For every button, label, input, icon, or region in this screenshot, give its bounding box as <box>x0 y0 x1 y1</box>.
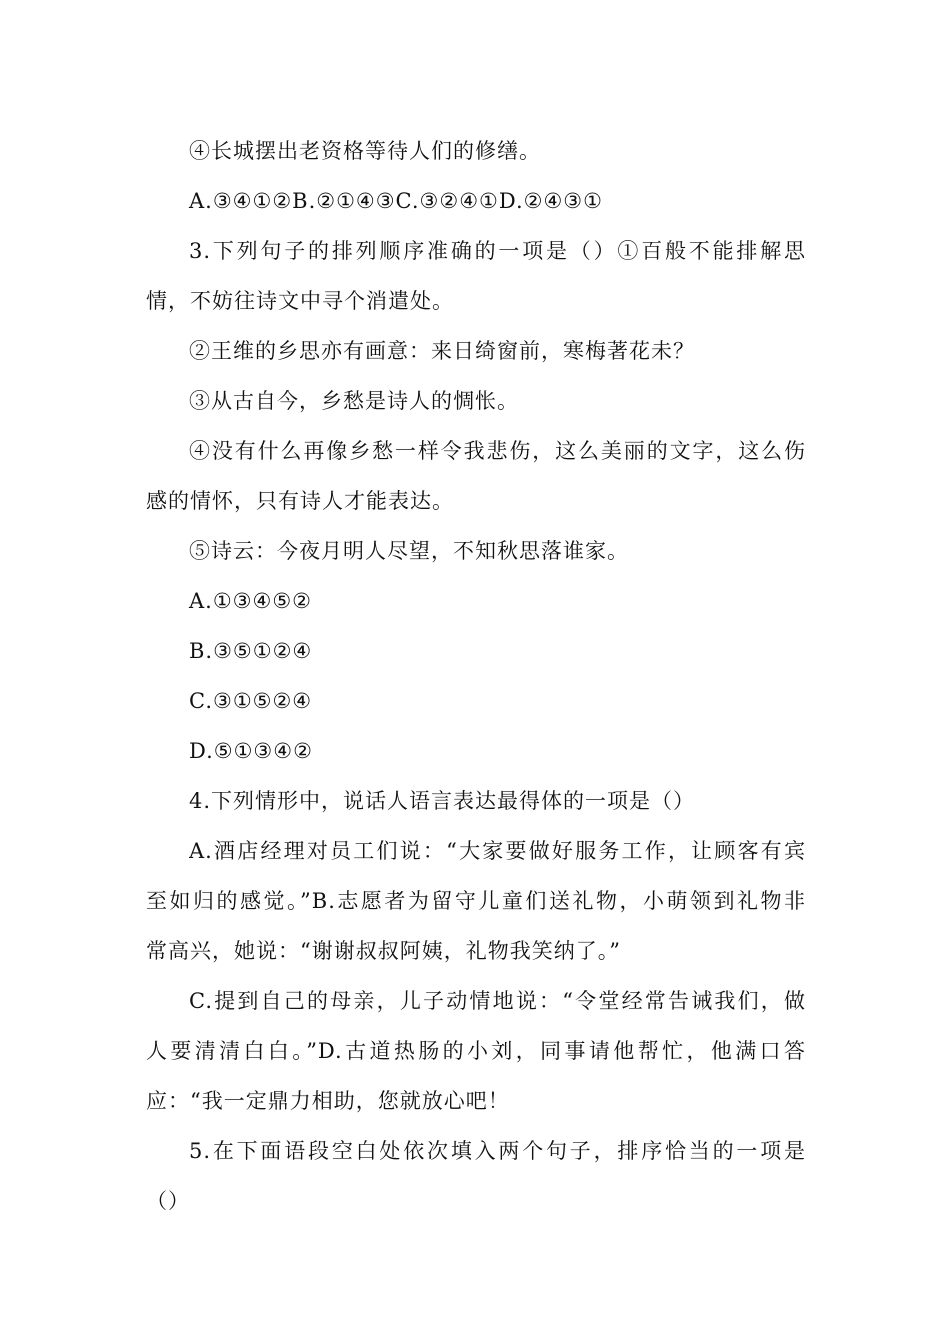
text-line-q3-option-b: B.③⑤①②④ <box>189 639 313 663</box>
text-line-option-4-great-wall: ④长城摆出老资格等待人们的修缮。 <box>189 139 541 163</box>
text-line-q4-stem: 4.下列情形中，说话人语言表达最得体的一项是（） <box>189 789 696 813</box>
text-line-q2-answers: A.③④①②B.②①④③C.③②④①D.②④③① <box>189 189 603 213</box>
text-line-q3-option-c: C.③①⑤②④ <box>189 689 313 713</box>
text-line-q3-option-a: A.①③④⑤② <box>189 589 312 613</box>
text-line-q5-blank: （） <box>146 1189 190 1213</box>
text-line-q3-item-4-cont: 感的情怀，只有诗人才能表达。 <box>146 489 454 513</box>
text-line-q3-item-5: ⑤诗云：今夜月明人尽望，不知秋思落谁家。 <box>189 539 629 563</box>
text-line-q3-item-2: ②王维的乡思亦有画意：来日绮窗前，寒梅著花未？ <box>189 339 695 363</box>
text-line-q4-option-c-d: 人要清清白白。”D.古道热肠的小刘，同事请他帮忙，他满口答 <box>146 1039 806 1063</box>
text-line-q3-item-3: ③从古自今，乡愁是诗人的惆怅。 <box>189 389 519 413</box>
text-line-q4-option-d-cont: 应：“我一定鼎力相助，您就放心吧！ <box>146 1089 510 1113</box>
text-line-q4-option-a-b: 至如归的感觉。”B.志愿者为留守儿童们送礼物，小萌领到礼物非 <box>146 889 806 913</box>
text-line-q4-option-a: A.酒店经理对员工们说：“大家要做好服务工作，让顾客有宾 <box>189 839 806 863</box>
text-line-q4-option-c: C.提到自己的母亲，儿子动情地说：“令堂经常告诫我们，做 <box>189 989 806 1013</box>
text-line-q5-stem: 5.在下面语段空白处依次填入两个句子，排序恰当的一项是 <box>189 1139 806 1163</box>
text-line-q3-stem-cont: 情，不妨往诗文中寻个消遣处。 <box>146 289 454 313</box>
text-line-q3-option-d: D.⑤①③④② <box>189 739 313 763</box>
text-line-q3-stem: 3.下列句子的排列顺序准确的一项是（）①百般不能排解思 <box>189 239 806 263</box>
text-line-q4-option-b-cont: 常高兴，她说：“谢谢叔叔阿姨，礼物我笑纳了。” <box>146 939 621 963</box>
text-line-q3-item-4: ④没有什么再像乡愁一样令我悲伤，这么美丽的文字，这么伤 <box>189 439 806 463</box>
